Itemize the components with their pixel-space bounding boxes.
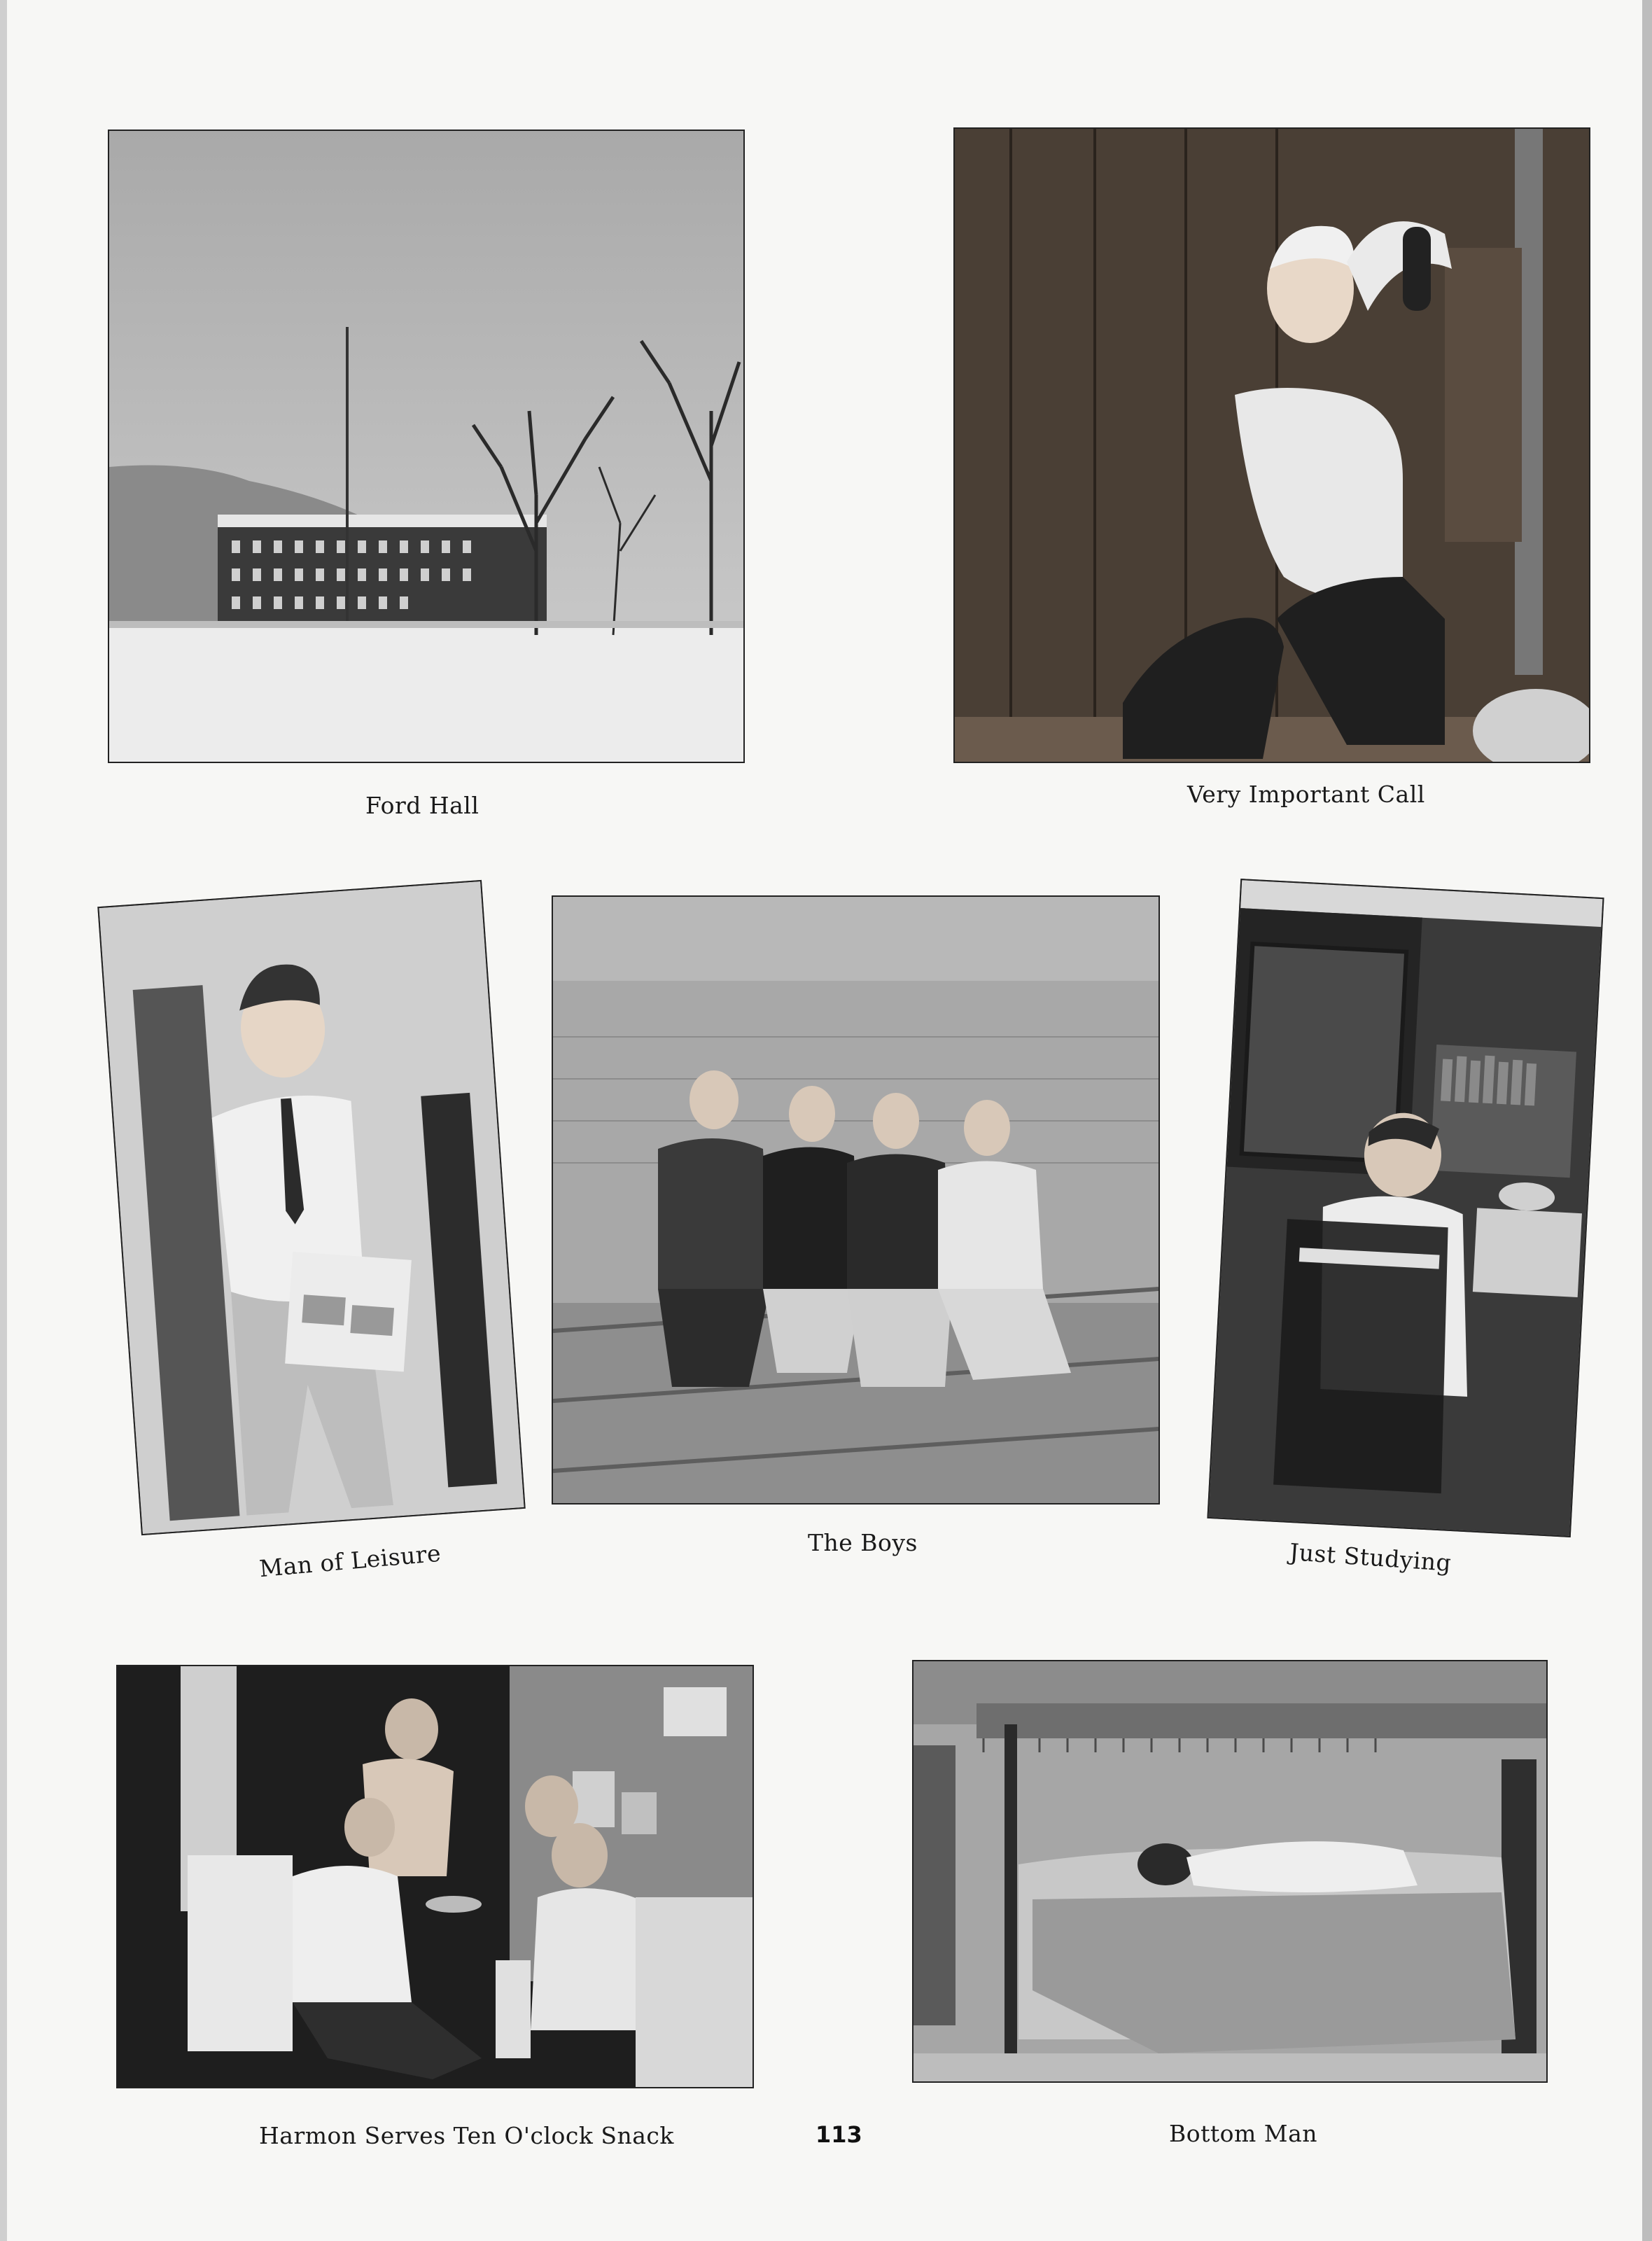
- photo-the-boys: [552, 895, 1160, 1505]
- caption-ford-hall: Ford Hall: [365, 792, 479, 819]
- page-number: 113: [816, 2121, 862, 2148]
- caption-just-studying: Just Studying: [1288, 1537, 1452, 1577]
- caption-very-important-call: Very Important Call: [1187, 781, 1425, 808]
- photo-very-important-call: [953, 127, 1590, 763]
- caption-the-boys: The Boys: [808, 1529, 918, 1556]
- photo-man-of-leisure: [97, 880, 525, 1535]
- photo-ford-hall: [108, 130, 745, 763]
- page-edge: [1642, 0, 1652, 2241]
- caption-harmon-snack: Harmon Serves Ten O'clock Snack: [259, 2122, 674, 2149]
- photo-bottom-man: [912, 1660, 1548, 2083]
- caption-bottom-man: Bottom Man: [1169, 2120, 1318, 2147]
- photo-just-studying: [1207, 879, 1604, 1537]
- caption-man-of-leisure: Man of Leisure: [258, 1539, 442, 1583]
- photo-harmon-snack: [116, 1665, 754, 2088]
